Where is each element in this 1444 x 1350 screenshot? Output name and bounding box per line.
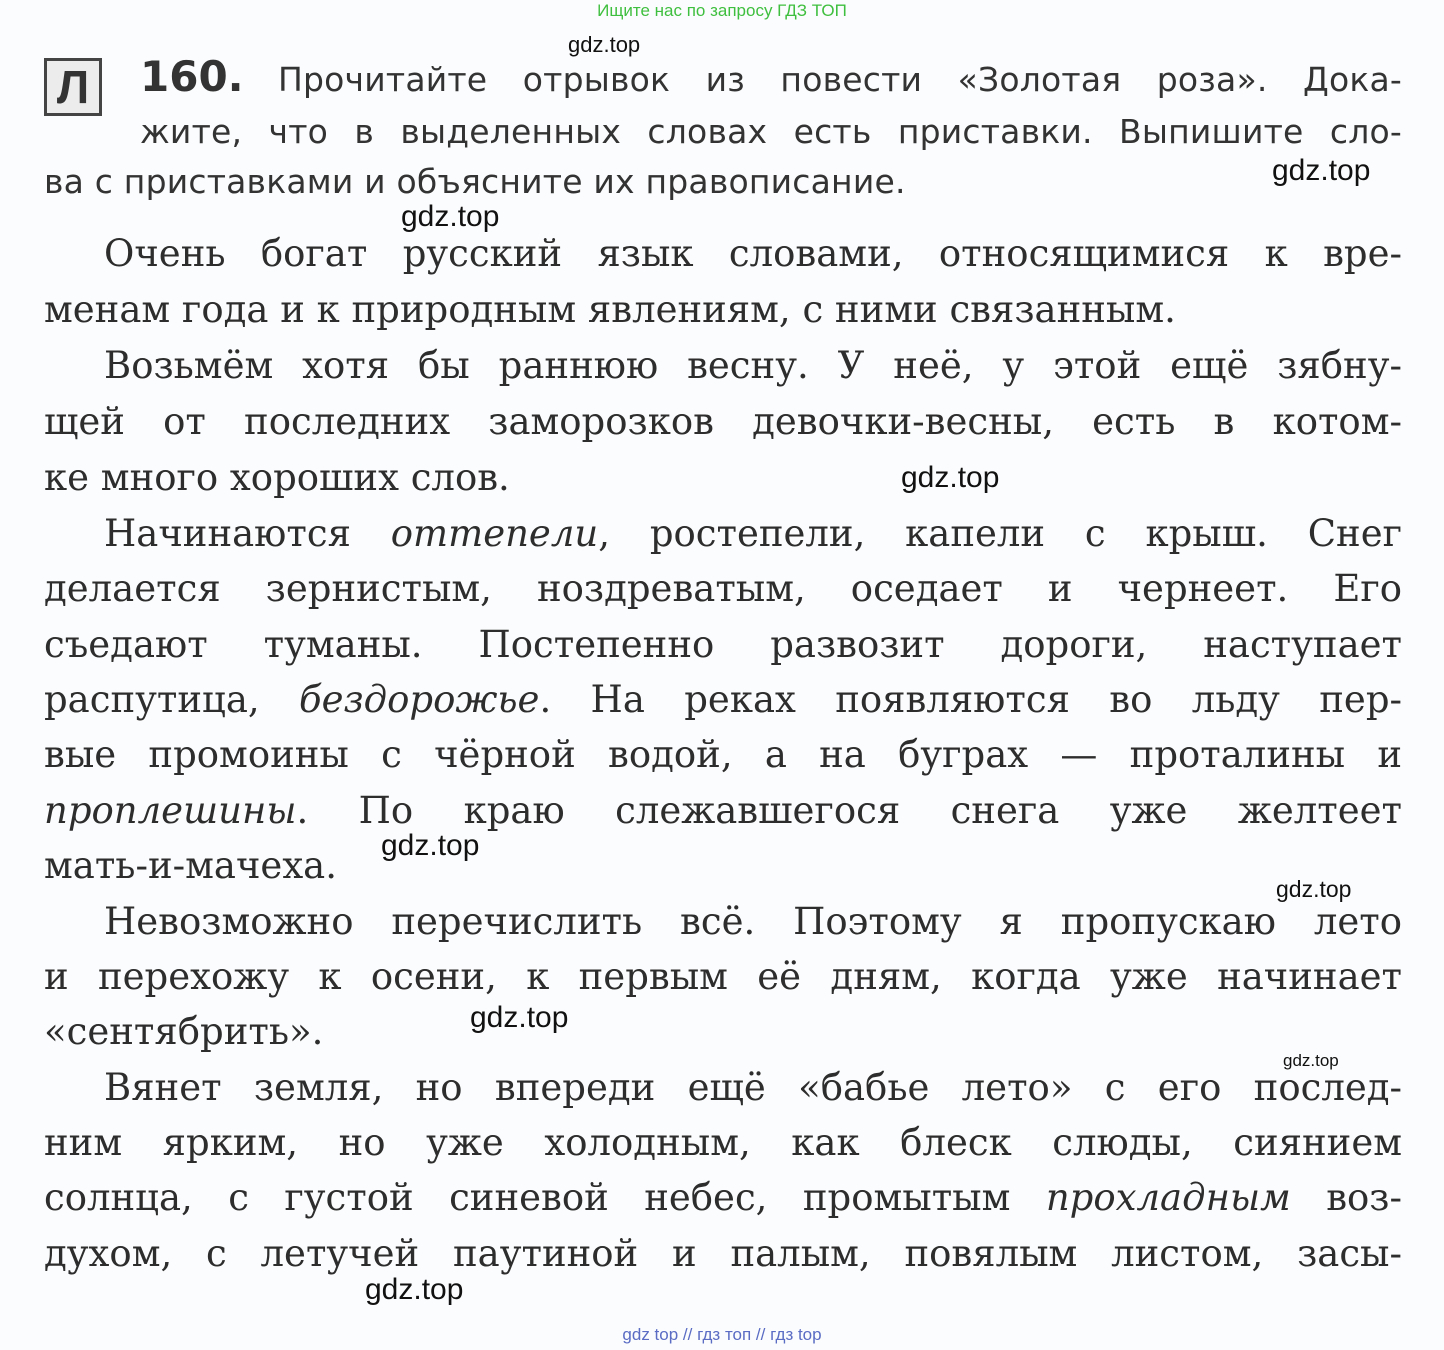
text-line bbox=[44, 733, 1402, 776]
watermark: gdz.top bbox=[470, 1001, 569, 1034]
text-line bbox=[44, 567, 1402, 610]
text-segment: Вянет земля, но впереди ещё «бабье лето» с его послед- bbox=[104, 1066, 1402, 1109]
text-segment: солнца, с густой синевой небес, промытым bbox=[44, 1176, 1046, 1219]
watermark: gdz.top bbox=[401, 200, 500, 233]
task-line: Прочитайте отрывок из повести «Золотая роза». Дока- bbox=[278, 60, 1402, 99]
watermark: gdz.top bbox=[1272, 154, 1371, 187]
watermark: gdz.top bbox=[901, 461, 1000, 494]
text-segment: съедают туманы. Постепенно развозит дороги, наступает bbox=[44, 623, 1402, 666]
text-segment: менам года и к природным явлениям, с ними связанным. bbox=[44, 288, 1176, 331]
text-line bbox=[44, 678, 1402, 721]
watermark: gdz.top bbox=[1283, 1051, 1339, 1070]
text-line bbox=[44, 1010, 323, 1053]
text-segment: Очень богат русский язык словами, относящимися к вре- bbox=[104, 232, 1402, 275]
watermark: gdz.top bbox=[568, 32, 641, 57]
top-banner: Ищите нас по запросу ГДЗ ТОП bbox=[597, 1, 847, 20]
exercise-badge: Л bbox=[44, 58, 102, 116]
text-segment: «сентябрить». bbox=[44, 1010, 324, 1053]
highlighted-word: проплешины bbox=[44, 789, 297, 832]
text-segment: ке много хороших слов. bbox=[44, 456, 510, 499]
text-segment: щей от последних заморозков девочки-весны, есть в котом- bbox=[44, 400, 1402, 443]
text-line bbox=[104, 512, 1402, 555]
bottom-banner: gdz top // гдз топ // гдз top bbox=[622, 1325, 822, 1344]
text-line bbox=[44, 1121, 1402, 1164]
text-segment: Невозможно перечислить всё. Поэтому я пропускаю лето bbox=[104, 900, 1402, 943]
text-line bbox=[44, 456, 510, 499]
text-segment: и перехожу к осени, к первым её дням, когда уже начинает bbox=[44, 955, 1402, 998]
text-segment: воз- bbox=[1290, 1176, 1402, 1219]
text-segment: ним ярким, но уже холодным, как блеск слюды, сиянием bbox=[44, 1121, 1402, 1164]
text-segment: Начинаются bbox=[104, 512, 391, 555]
text-line bbox=[44, 844, 337, 887]
highlighted-word: оттепели bbox=[390, 512, 599, 555]
text-line bbox=[44, 1176, 1402, 1219]
exercise-number: 160. bbox=[140, 52, 244, 101]
text-line bbox=[44, 400, 1402, 443]
watermark: gdz.top bbox=[381, 829, 480, 862]
task-line: жите, что в выделенных словах есть приставки. Выпишите сло- bbox=[140, 112, 1402, 151]
text-segment: мать-и-мачеха. bbox=[44, 844, 338, 887]
text-line bbox=[104, 344, 1402, 387]
text-segment: духом, с летучей паутиной и палым, повялым листом, засы- bbox=[44, 1232, 1402, 1275]
text-line bbox=[104, 232, 1402, 275]
text-segment: делается зернистым, ноздреватым, оседает и чернеет. Его bbox=[44, 567, 1402, 610]
watermark: gdz.top bbox=[1276, 876, 1352, 902]
text-segment: . По краю слежавшегося снега уже желтеет bbox=[296, 789, 1402, 832]
text-line bbox=[104, 900, 1402, 943]
task-line: ва с приставками и объясните их правописание. bbox=[44, 162, 906, 201]
text-line bbox=[44, 789, 1402, 832]
watermark: gdz.top bbox=[365, 1273, 464, 1306]
text-line bbox=[104, 1066, 1402, 1109]
text-segment: распутица, bbox=[44, 678, 299, 721]
highlighted-word: бездорожье bbox=[299, 678, 540, 721]
highlighted-word: прохладным bbox=[1045, 1176, 1291, 1219]
text-line bbox=[44, 955, 1402, 998]
text-line bbox=[44, 1232, 1402, 1275]
text-segment: Возьмём хотя бы раннюю весну. У неё, у этой ещё зябну- bbox=[104, 344, 1402, 387]
text-segment: вые промоины с чёрной водой, а на буграх — проталины и bbox=[44, 733, 1402, 776]
text-line bbox=[44, 288, 1176, 331]
text-segment: , ростепели, капели с крыш. Снег bbox=[598, 512, 1402, 555]
text-line bbox=[44, 623, 1402, 666]
text-segment: . На реках появляются во льду пер- bbox=[539, 678, 1403, 721]
